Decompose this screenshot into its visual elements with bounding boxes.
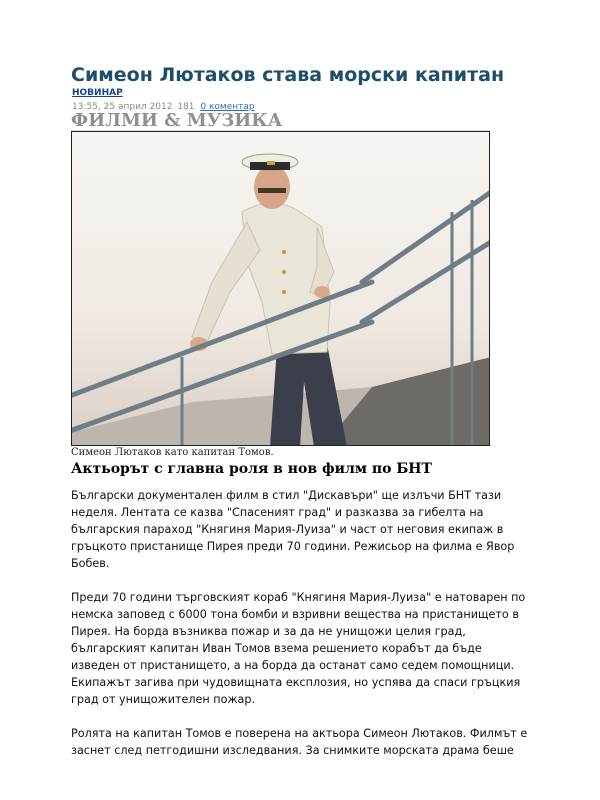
paragraph: Ролята на капитан Томов е поверена на актьора Симеон Лютаков. Филмът е заснет след петгодишни изследвания. За снимките морската драма беше (71, 727, 528, 757)
comments-link[interactable]: 0 коментар (200, 102, 255, 112)
article-date: 13:55, 25 април 2012 (72, 102, 173, 112)
category-heading: ФИЛМИ & МУЗИКА (71, 110, 283, 131)
view-count: 181 (177, 102, 195, 112)
paragraph: Преди 70 години търговският кораб "Княгиня Мария-Луиза" е натоварен по немска заповед с 6000 тона бомби и взривни вещества на пристанището в Пирея. На борда възниква пожар и за да не унищожи целия град, българският капитан Иван Томов взема решението корабът да бъде изведен от пристанището, а на борда да останат само седем помощници. Екипажът загива при чудовищната експлозия, но успява да спаси гръцкия град от унищожителен пожар. (71, 591, 526, 706)
article-subheading: Актьорът с главна роля в нов филм по БНТ (71, 461, 432, 477)
article-photo (71, 131, 490, 446)
photo-caption: Симеон Лютаков като капитан Томов. (71, 447, 274, 458)
article-title: Симеон Лютаков става морски капитан (71, 64, 505, 86)
section-link[interactable]: НОВИНАР (72, 88, 123, 98)
paragraph: Български документален филм в стил "Дискавъри" ще излъчи БНТ тази неделя. Лентата се казва "Спасеният град" и разказва за гибелта на българския параход "Княгиня Мария-Луиза" и част от неговия екипаж в гръцкото пристанище Пирея преди 70 години. Режисьор на филма е Явор Бобев. (71, 489, 515, 570)
article-body (71, 487, 531, 776)
